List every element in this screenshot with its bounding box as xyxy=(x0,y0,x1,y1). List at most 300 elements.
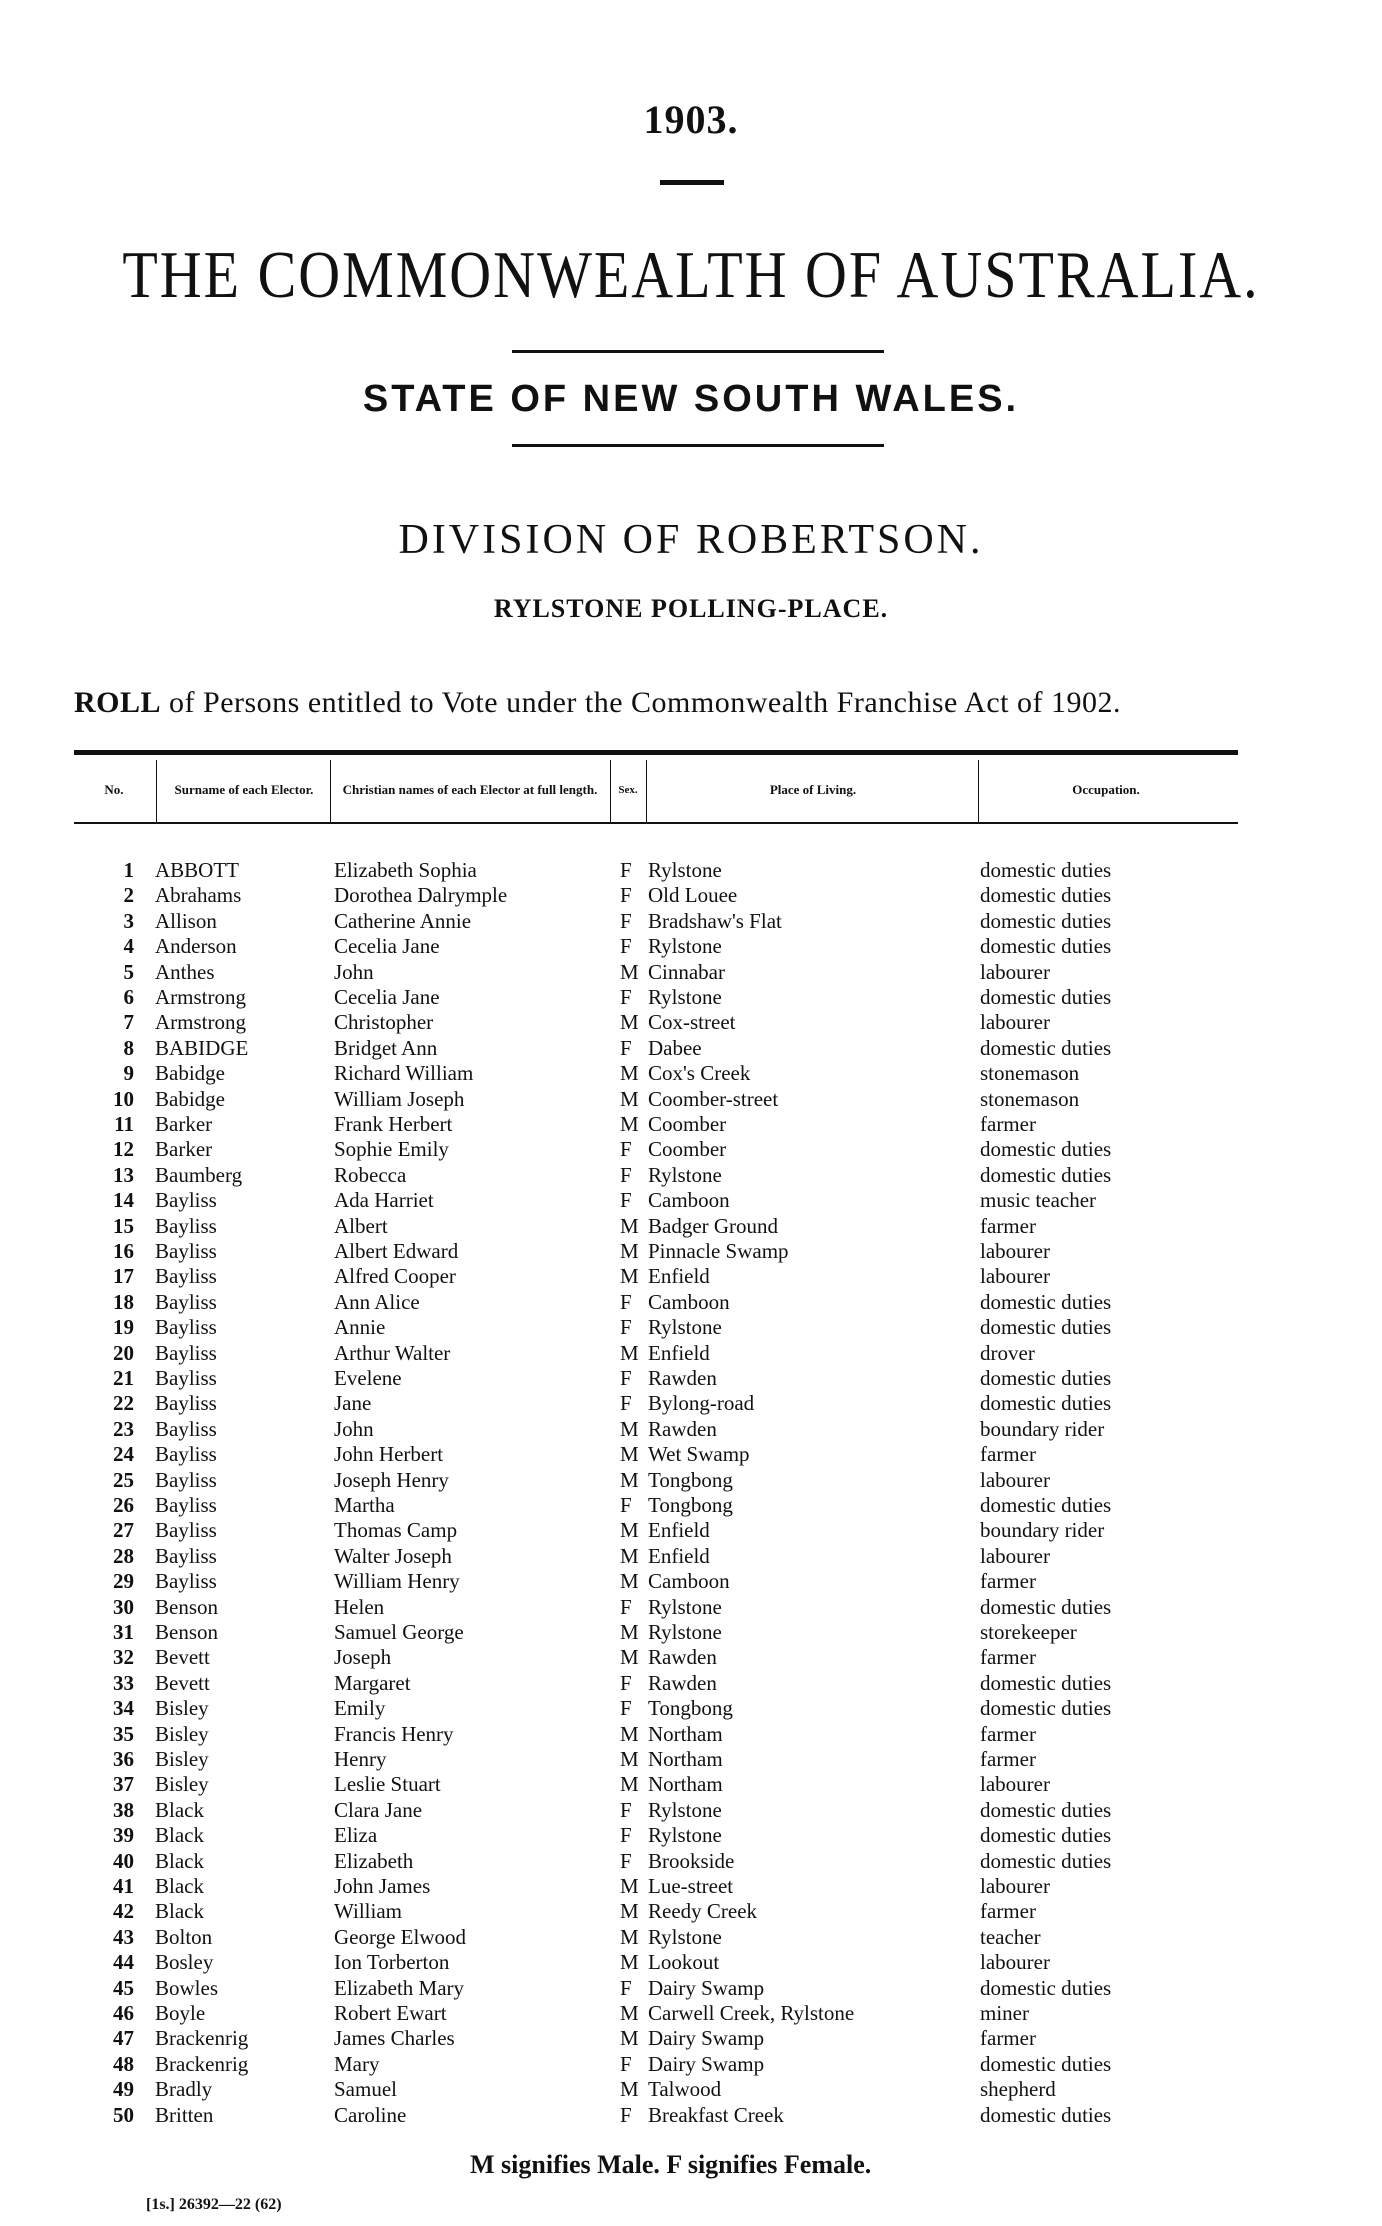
surname: Bisley xyxy=(155,1747,209,1771)
occupation: domestic duties xyxy=(980,1289,1112,1314)
christian-names: Clara Jane xyxy=(334,1797,423,1822)
surname: Bisley xyxy=(155,1721,209,1746)
table-row xyxy=(0,1163,1382,1188)
row-number: 40 xyxy=(113,1848,134,1873)
place-of-living: Carwell Creek, Rylstone xyxy=(648,2001,855,2025)
row-number: 31 xyxy=(113,1620,134,1644)
place-of-living: Coomber xyxy=(648,1112,727,1136)
occupation: boundary rider xyxy=(980,1518,1105,1543)
place-of-living: Lookout xyxy=(648,1950,720,1975)
occupation: domestic duties xyxy=(980,1670,1112,1695)
row-number: 33 xyxy=(113,1670,134,1695)
occupation: drover xyxy=(980,1340,1035,1365)
surname: Baumberg xyxy=(155,1162,243,1187)
sex-legend: M signifies Male. F signifies Female. xyxy=(470,2150,872,2179)
surname: Benson xyxy=(155,1594,218,1619)
surname: Bayliss xyxy=(155,1467,217,1492)
place-of-living: Enfield xyxy=(648,1543,710,1568)
table-row xyxy=(0,2052,1382,2077)
place-of-living: Wet Swamp xyxy=(648,1442,750,1467)
sex: F xyxy=(620,1366,632,1390)
row-number: 44 xyxy=(113,1950,134,1975)
occupation: domestic duties xyxy=(980,908,1112,933)
christian-names: Ada Harriet xyxy=(334,1188,434,1213)
occupation: music teacher xyxy=(980,1188,1097,1213)
occupation: labourer xyxy=(980,1264,1050,1289)
sex: F xyxy=(620,1493,632,1517)
table-row xyxy=(0,1874,1382,1899)
row-number: 20 xyxy=(113,1340,134,1365)
christian-names: William xyxy=(334,1899,402,1924)
christian-names: Elizabeth xyxy=(334,1848,414,1873)
christian-names: Margaret xyxy=(334,1670,411,1695)
occupation: domestic duties xyxy=(980,2102,1112,2127)
sex: M xyxy=(620,1874,639,1898)
table-row xyxy=(0,1137,1382,1162)
sex: M xyxy=(620,1721,639,1746)
place-of-living: Reedy Creek xyxy=(648,1899,758,1924)
christian-names: Caroline xyxy=(334,2102,407,2127)
column-header-sex: Sex. xyxy=(618,784,638,796)
sex: M xyxy=(620,1467,639,1492)
place-of-living: Coomber xyxy=(648,1137,727,1162)
row-number: 29 xyxy=(113,1569,134,1594)
surname: Armstrong xyxy=(155,985,246,1009)
surname: Black xyxy=(155,1874,204,1898)
occupation: domestic duties xyxy=(980,1493,1112,1517)
row-number: 25 xyxy=(113,1467,134,1492)
occupation: shepherd xyxy=(980,2077,1056,2102)
occupation: domestic duties xyxy=(980,1594,1112,1619)
row-number: 24 xyxy=(113,1442,134,1467)
occupation: domestic duties xyxy=(980,1696,1112,1721)
occupation: labourer xyxy=(980,1772,1050,1797)
occupation: farmer xyxy=(980,1442,1036,1467)
printer-imprint: [1s.] 26392—22 (62) xyxy=(146,2196,282,2213)
place-of-living: Rylstone xyxy=(648,1823,722,1848)
table-row xyxy=(0,1569,1382,1594)
christian-names: Alfred Cooper xyxy=(334,1264,456,1289)
row-number: 16 xyxy=(113,1239,134,1263)
row-number: 45 xyxy=(113,1975,134,2000)
surname: ABBOTT xyxy=(155,858,239,882)
table-row xyxy=(0,1290,1382,1315)
sex: M xyxy=(620,1442,639,1467)
surname: Babidge xyxy=(155,1086,225,1111)
christian-names: John xyxy=(334,959,374,984)
christian-names: Frank Herbert xyxy=(334,1112,453,1136)
sex: M xyxy=(620,2077,639,2102)
sex: M xyxy=(620,1239,639,1263)
row-number: 19 xyxy=(113,1315,134,1340)
place-of-living: Rylstone xyxy=(648,1594,722,1619)
surname: Bolton xyxy=(155,1924,213,1949)
table-row xyxy=(0,1239,1382,1264)
christian-names: Sophie Emily xyxy=(334,1137,449,1162)
table-row xyxy=(0,1493,1382,1518)
occupation: labourer xyxy=(980,1874,1050,1898)
table-row xyxy=(0,1976,1382,2001)
table-row xyxy=(0,1620,1382,1645)
occupation: stonemason xyxy=(980,1061,1080,1086)
surname: BABIDGE xyxy=(155,1035,249,1060)
occupation: domestic duties xyxy=(980,858,1112,882)
table-row xyxy=(0,985,1382,1010)
sex: M xyxy=(620,1924,639,1949)
table-row xyxy=(0,1899,1382,1924)
sex: F xyxy=(620,1797,632,1822)
christian-names: Emily xyxy=(334,1696,386,1721)
surname: Barker xyxy=(155,1112,213,1136)
place-of-living: Tongbong xyxy=(648,1696,733,1721)
place-of-living: Enfield xyxy=(648,1340,710,1365)
table-row xyxy=(0,1798,1382,1823)
row-number: 8 xyxy=(123,1035,134,1060)
place-of-living: Rylstone xyxy=(648,985,722,1009)
place-of-living: Enfield xyxy=(648,1518,710,1543)
table-row xyxy=(0,934,1382,959)
table-row xyxy=(0,1264,1382,1289)
place-of-living: Rylstone xyxy=(648,1797,722,1822)
place-of-living: Northam xyxy=(648,1772,723,1797)
christian-names: John xyxy=(334,1416,374,1441)
sex: F xyxy=(620,908,632,933)
occupation: labourer xyxy=(980,1950,1050,1975)
table-row xyxy=(0,1366,1382,1391)
place-of-living: Lue-street xyxy=(648,1874,734,1898)
christian-names: Henry xyxy=(334,1747,387,1771)
sex: F xyxy=(620,985,632,1009)
surname: Anthes xyxy=(155,959,215,984)
surname: Bayliss xyxy=(155,1416,217,1441)
surname: Bevett xyxy=(155,1645,210,1670)
sex: M xyxy=(620,1543,639,1568)
table-row xyxy=(0,1595,1382,1620)
sex: F xyxy=(620,1315,632,1340)
place-of-living: Old Louee xyxy=(648,883,738,908)
christian-names: Helen xyxy=(334,1594,385,1619)
sex: M xyxy=(620,1772,639,1797)
row-number: 38 xyxy=(113,1797,134,1822)
occupation: farmer xyxy=(980,1899,1036,1924)
divider-rule xyxy=(660,180,724,185)
place-of-living: Cinnabar xyxy=(648,959,725,984)
occupation: miner xyxy=(980,2001,1029,2025)
sex: M xyxy=(620,1645,639,1670)
christian-names: Evelene xyxy=(334,1366,402,1390)
column-divider xyxy=(978,760,979,822)
row-number: 12 xyxy=(113,1137,134,1162)
table-row xyxy=(0,2103,1382,2128)
occupation: labourer xyxy=(980,959,1050,984)
christian-names: Joseph Henry xyxy=(334,1467,449,1492)
table-row xyxy=(0,1950,1382,1975)
roll-word: ROLL xyxy=(74,686,162,719)
row-number: 18 xyxy=(113,1289,134,1314)
sex: F xyxy=(620,883,632,908)
sex: F xyxy=(620,1823,632,1848)
surname: Black xyxy=(155,1848,204,1873)
place-of-living: Northam xyxy=(648,1747,723,1771)
christian-names: George Elwood xyxy=(334,1924,466,1949)
sex: M xyxy=(620,1569,639,1594)
christian-names: Samuel xyxy=(334,2077,397,2102)
division-title: DIVISION OF ROBERTSON. xyxy=(398,517,984,563)
sex: M xyxy=(620,1112,639,1136)
table-row xyxy=(0,1772,1382,1797)
table-row xyxy=(0,1468,1382,1493)
christian-names: Walter Joseph xyxy=(334,1543,452,1568)
sex: F xyxy=(620,2051,632,2076)
place-of-living: Rawden xyxy=(648,1645,717,1670)
state-title: STATE OF NEW SOUTH WALES. xyxy=(362,378,1020,420)
table-header-rule xyxy=(74,822,1238,824)
sex: M xyxy=(620,1264,639,1289)
table-row xyxy=(0,1849,1382,1874)
christian-names: Elizabeth Sophia xyxy=(334,858,477,882)
place-of-living: Dairy Swamp xyxy=(648,2026,765,2051)
column-divider xyxy=(330,760,331,822)
column-header-occupation: Occupation. xyxy=(1072,782,1140,797)
row-number: 36 xyxy=(113,1747,134,1771)
table-row xyxy=(0,1518,1382,1543)
table-row xyxy=(0,1544,1382,1569)
row-number: 9 xyxy=(123,1061,134,1086)
row-number: 41 xyxy=(113,1874,134,1898)
row-number: 3 xyxy=(123,908,134,933)
table-row xyxy=(0,1671,1382,1696)
surname: Bosley xyxy=(155,1950,214,1975)
surname: Brackenrig xyxy=(155,2051,249,2076)
row-number: 17 xyxy=(113,1264,134,1289)
commonwealth-title: THE COMMONWEALTH OF AUSTRALIA. xyxy=(122,237,1260,312)
christian-names: William Henry xyxy=(334,1569,460,1594)
sex: M xyxy=(620,1620,639,1644)
sex: M xyxy=(620,1416,639,1441)
sex: F xyxy=(620,1162,632,1187)
surname: Brackenrig xyxy=(155,2026,249,2051)
table-row xyxy=(0,1087,1382,1112)
surname: Abrahams xyxy=(155,883,242,908)
place-of-living: Camboon xyxy=(648,1188,730,1213)
table-row xyxy=(0,858,1382,883)
row-number: 35 xyxy=(113,1721,134,1746)
christian-names: Thomas Camp xyxy=(334,1518,458,1543)
row-number: 42 xyxy=(113,1899,134,1924)
table-row xyxy=(0,1010,1382,1035)
place-of-living: Rylstone xyxy=(648,1315,722,1340)
row-number: 13 xyxy=(113,1162,134,1187)
table-row xyxy=(0,1341,1382,1366)
row-number: 30 xyxy=(113,1594,134,1619)
place-of-living: Dairy Swamp xyxy=(648,2051,765,2076)
sex: M xyxy=(620,1950,639,1975)
occupation: farmer xyxy=(980,2026,1036,2051)
polling-place-title: RYLSTONE POLLING-PLACE. xyxy=(493,594,889,623)
table-row xyxy=(0,1061,1382,1086)
christian-names: Albert Edward xyxy=(334,1239,459,1263)
sex: F xyxy=(620,2102,632,2127)
row-number: 49 xyxy=(113,2077,134,2102)
place-of-living: Camboon xyxy=(648,1289,730,1314)
sex: M xyxy=(620,1340,639,1365)
sex: F xyxy=(620,1696,632,1721)
table-row xyxy=(0,1112,1382,1137)
surname: Bayliss xyxy=(155,1569,217,1594)
occupation: labourer xyxy=(980,1543,1050,1568)
table-row xyxy=(0,2077,1382,2102)
column-divider xyxy=(610,760,611,822)
christian-names: Francis Henry xyxy=(334,1721,454,1746)
row-number: 7 xyxy=(123,1010,134,1035)
occupation: farmer xyxy=(980,1112,1036,1136)
sex: F xyxy=(620,1848,632,1873)
occupation: farmer xyxy=(980,1721,1036,1746)
surname: Bayliss xyxy=(155,1442,217,1467)
column-header-no: No. xyxy=(104,782,124,797)
sex: F xyxy=(620,934,632,959)
occupation: farmer xyxy=(980,1747,1036,1771)
occupation: labourer xyxy=(980,1239,1050,1263)
sex: M xyxy=(620,1213,639,1238)
surname: Bayliss xyxy=(155,1264,217,1289)
table-row xyxy=(0,1722,1382,1747)
sex: M xyxy=(620,1899,639,1924)
table-top-rule xyxy=(74,750,1238,755)
column-header-surname: Surname of each Elector. xyxy=(174,782,314,797)
row-number: 28 xyxy=(113,1543,134,1568)
christian-names: Samuel George xyxy=(334,1620,464,1644)
table-row xyxy=(0,1214,1382,1239)
surname: Bayliss xyxy=(155,1289,217,1314)
surname: Bayliss xyxy=(155,1391,217,1416)
sex: M xyxy=(620,1061,639,1086)
occupation: domestic duties xyxy=(980,1391,1112,1416)
place-of-living: Bylong-road xyxy=(648,1391,755,1416)
surname: Armstrong xyxy=(155,1010,246,1035)
christian-names: Martha xyxy=(334,1493,395,1517)
place-of-living: Rawden xyxy=(648,1416,717,1441)
occupation: domestic duties xyxy=(980,1823,1112,1848)
table-row xyxy=(0,1925,1382,1950)
place-of-living: Northam xyxy=(648,1721,723,1746)
surname: Black xyxy=(155,1823,204,1848)
place-of-living: Rylstone xyxy=(648,858,722,882)
table-row xyxy=(0,1823,1382,1848)
surname: Bayliss xyxy=(155,1543,217,1568)
sex: M xyxy=(620,2001,639,2025)
surname: Bayliss xyxy=(155,1493,217,1517)
row-number: 37 xyxy=(113,1772,134,1797)
occupation: farmer xyxy=(980,1645,1036,1670)
sex: F xyxy=(620,1035,632,1060)
place-of-living: Rylstone xyxy=(648,934,722,959)
occupation: domestic duties xyxy=(980,883,1112,908)
occupation: domestic duties xyxy=(980,1848,1112,1873)
occupation: domestic duties xyxy=(980,2051,1112,2076)
table-row xyxy=(0,1036,1382,1061)
sex: F xyxy=(620,1289,632,1314)
christian-names: Christopher xyxy=(334,1010,434,1035)
table-row xyxy=(0,1315,1382,1340)
divider-rule xyxy=(512,350,884,353)
christian-names: Elizabeth Mary xyxy=(334,1975,465,2000)
sex: M xyxy=(620,2026,639,2051)
surname: Black xyxy=(155,1797,204,1822)
sex: M xyxy=(620,1086,639,1111)
divider-rule xyxy=(512,444,884,447)
place-of-living: Dabee xyxy=(648,1035,702,1060)
occupation: domestic duties xyxy=(980,1315,1112,1340)
sex: F xyxy=(620,1670,632,1695)
place-of-living: Enfield xyxy=(648,1264,710,1289)
christian-names: Arthur Walter xyxy=(334,1340,451,1365)
christian-names: Eliza xyxy=(334,1823,378,1848)
row-number: 23 xyxy=(113,1416,134,1441)
occupation: labourer xyxy=(980,1010,1050,1035)
place-of-living: Tongbong xyxy=(648,1467,733,1492)
table-row xyxy=(0,883,1382,908)
place-of-living: Rawden xyxy=(648,1670,717,1695)
christian-names: John Herbert xyxy=(334,1442,444,1467)
table-row xyxy=(0,909,1382,934)
table-row xyxy=(0,1696,1382,1721)
surname: Bisley xyxy=(155,1772,209,1797)
occupation: domestic duties xyxy=(980,1162,1112,1187)
table-row xyxy=(0,1188,1382,1213)
sex: M xyxy=(620,1747,639,1771)
surname: Bayliss xyxy=(155,1366,217,1390)
place-of-living: Tongbong xyxy=(648,1493,733,1517)
christian-names: Catherine Annie xyxy=(334,908,472,933)
sex: F xyxy=(620,1188,632,1213)
surname: Bayliss xyxy=(155,1239,217,1263)
christian-names: Joseph xyxy=(334,1645,392,1670)
sex: F xyxy=(620,858,632,882)
row-number: 27 xyxy=(113,1518,134,1543)
row-number: 10 xyxy=(113,1086,134,1111)
occupation: domestic duties xyxy=(980,1137,1112,1162)
table-row xyxy=(0,960,1382,985)
christian-names: Leslie Stuart xyxy=(334,1772,441,1797)
row-number: 50 xyxy=(113,2102,134,2127)
sex: M xyxy=(620,1010,639,1035)
column-divider xyxy=(646,760,647,822)
row-number: 2 xyxy=(123,883,134,908)
christian-names: William Joseph xyxy=(334,1086,465,1111)
table-row xyxy=(0,2026,1382,2051)
occupation: farmer xyxy=(980,1569,1036,1594)
surname: Britten xyxy=(155,2102,214,2127)
place-of-living: Talwood xyxy=(648,2077,722,2102)
christian-names: Robert Ewart xyxy=(334,2001,447,2025)
christian-names: Ion Torberton xyxy=(334,1950,450,1975)
surname: Allison xyxy=(155,908,217,933)
christian-names: Mary xyxy=(334,2051,380,2076)
row-number: 39 xyxy=(113,1823,134,1848)
occupation: domestic duties xyxy=(980,1975,1112,2000)
surname: Bowles xyxy=(155,1975,218,2000)
christian-names: Richard William xyxy=(334,1061,474,1086)
place-of-living: Rawden xyxy=(648,1366,717,1390)
surname: Benson xyxy=(155,1620,218,1644)
row-number: 15 xyxy=(113,1213,134,1238)
christian-names: Robecca xyxy=(334,1162,407,1187)
table-row xyxy=(0,1747,1382,1772)
surname: Bevett xyxy=(155,1670,210,1695)
place-of-living: Breakfast Creek xyxy=(648,2102,784,2127)
place-of-living: Dairy Swamp xyxy=(648,1975,765,2000)
